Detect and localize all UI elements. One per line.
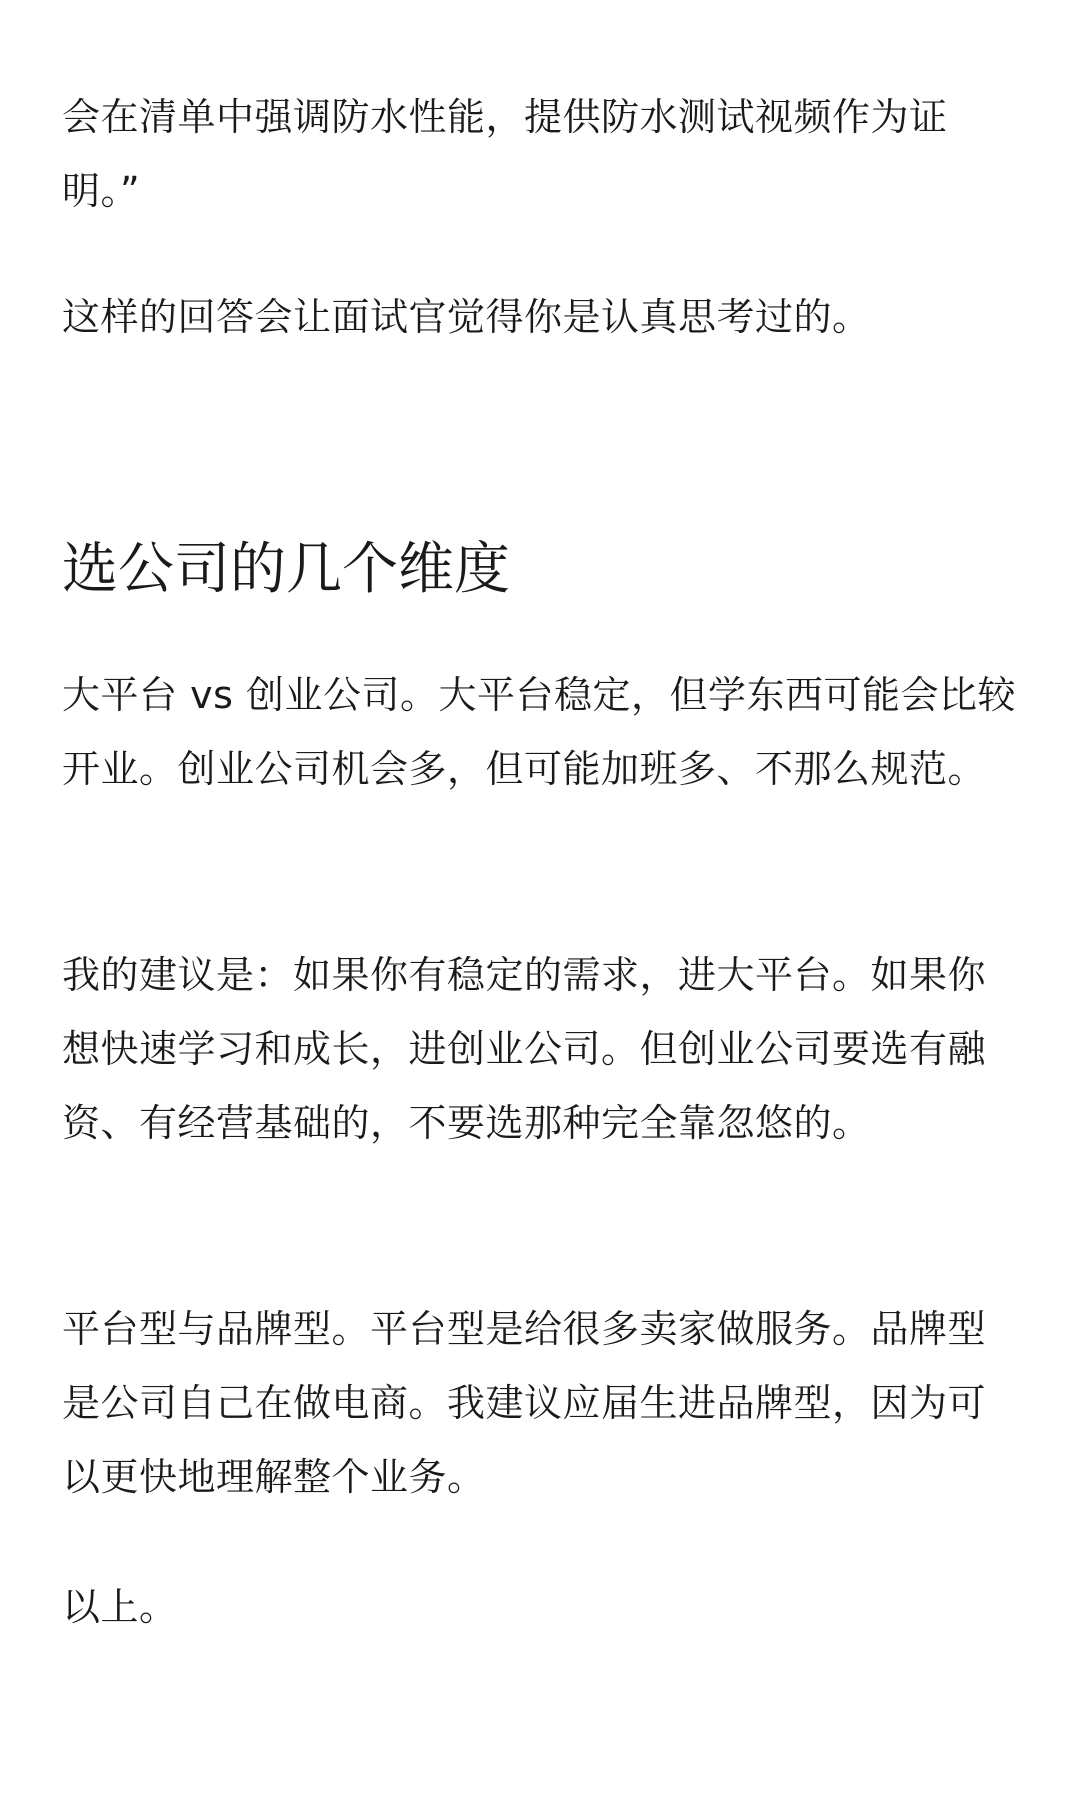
paragraph: 以上。 <box>62 1585 178 1629</box>
paragraph: 大平台 vs 创业公司。大平台稳定，但学东西可能会比较开业。创业公司机会多，但可能加班多、不那么规范。 <box>62 673 1016 791</box>
section-title: 选公司的几个维度 <box>62 537 510 602</box>
paragraph: 这样的回答会让面试官觉得你是认真思考过的。 <box>62 295 871 339</box>
paragraph: 平台型与品牌型。平台型是给很多卖家做服务。品牌型是公司自己在做电商。我建议应届生进品牌型，因为可以更快地理解整个业务。 <box>62 1307 987 1499</box>
paragraph: 我的建议是：如果你有稳定的需求，进大平台。如果你想快速学习和成长，进创业公司。但创业公司要选有融资、有经营基础的，不要选那种完全靠忽悠的。 <box>62 953 987 1145</box>
paragraph: 会在清单中强调防水性能，提供防水测试视频作为证明。” <box>62 95 948 213</box>
